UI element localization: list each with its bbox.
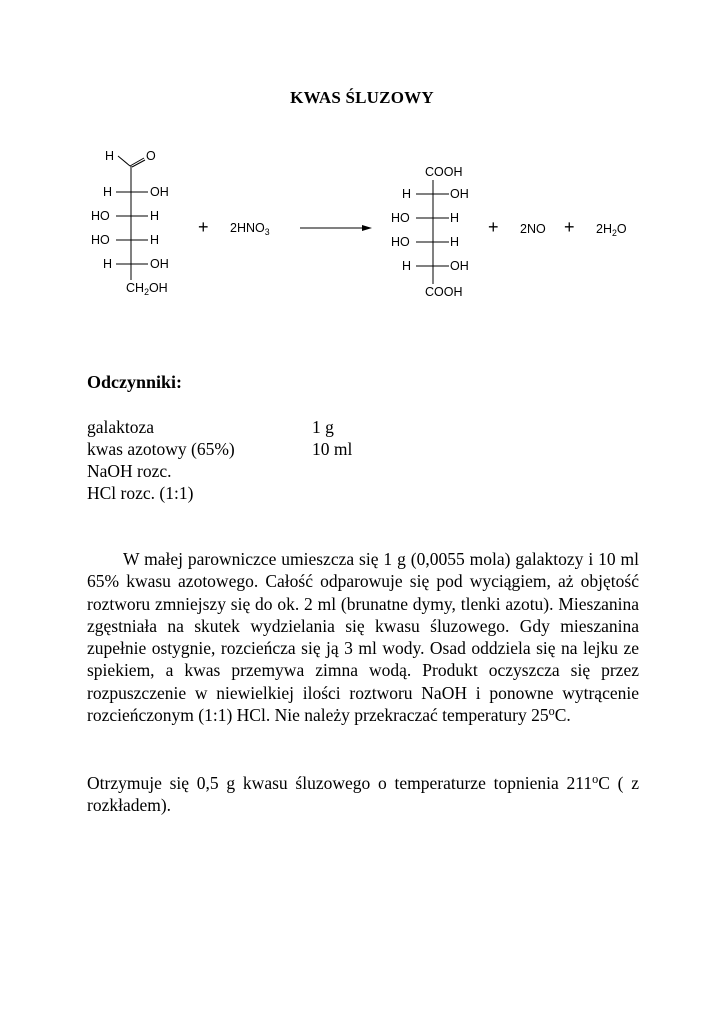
reagent-name: galaktoza (87, 417, 155, 437)
galactose-c5-right: OH (150, 257, 169, 271)
nitric-acid-reagent: $2HNO_3$ (230, 221, 270, 237)
galactose-c3-right: H (150, 209, 160, 223)
mucic-acid-c3-left: HO (391, 211, 410, 225)
procedure-paragraph: W małej parowniczce umieszcza się 1 g (0,0055 mola) galaktozy i 10 ml 65% kwasu azotowego. Całość odparowuje się pod wyciągiem, aż objętość roztworu zmniejszy się do ok. 2 ml (brunatne dymy, tlenki azotu). Mieszanina zgęstniała na skutek wydzielania się kwasu śluzowego. Gdy mieszanina zupełnie ostygnie, rozcieńcza się ją 3 ml wody. Osad oddziela się na lejku ze spiekiem, a kwas przemywa zimna wodą. Produkt oczyszcza się przez rozpuszczenie w niewielkiej ilości roztworu NaOH i ponowne wytrącenie rozcieńczonym (1:1) HCl. Nie należy przekraczać temperatury 25$^o$C. (87, 549, 639, 726)
galactose-c4-right: H (150, 233, 160, 247)
nitric-oxide-product: 2NO (520, 222, 546, 236)
reagent-row (87, 460, 352, 482)
reagent-row (87, 482, 352, 504)
mucic-acid-c5-left: H (402, 259, 412, 273)
reaction-scheme (0, 140, 724, 310)
water-product: $2H_2O$ (596, 222, 627, 238)
mucic-acid-c5-right: OH (450, 259, 469, 273)
mucic-acid-c3-right: H (450, 211, 460, 225)
result-paragraph: Otrzymuje się 0,5 g kwasu śluzowego o temperaturze topnienia 211$^o$C ( z rozkładem). (87, 772, 639, 816)
galactose-c4-left: HO (91, 233, 110, 247)
plus-sign-1: + (198, 217, 209, 237)
reagent-amount: 10 ml (312, 439, 353, 459)
galactose-c3-left: HO (91, 209, 110, 223)
mucic-acid-top-cooh: COOH (425, 165, 463, 179)
plus-sign-3: + (564, 217, 575, 237)
galactose-aldehyde-o: O (146, 149, 156, 163)
mucic-acid-c2-right: OH (450, 187, 469, 201)
galactose-c2-right: OH (150, 185, 169, 199)
mucic-acid-c4-left: HO (391, 235, 410, 249)
mucic-acid-c2-left: H (402, 187, 412, 201)
mucic-acid-bottom-cooh: COOH (425, 285, 463, 299)
reagent-row (87, 438, 352, 460)
reagent-amount: 1 g (312, 417, 334, 437)
reagents-heading: Odczynniki: (87, 372, 183, 392)
reagent-row (87, 416, 352, 438)
galactose-c2-left: H (103, 185, 113, 199)
reagent-name: kwas azotowy (65%) (87, 439, 235, 459)
reagents-list (87, 416, 352, 504)
mucic-acid-c4-right: H (450, 235, 460, 249)
plus-sign-2: + (488, 217, 499, 237)
reagent-name: NaOH rozc. (87, 461, 172, 481)
galactose-aldehyde-h: H (105, 149, 115, 163)
reagent-name: HCl rozc. (1:1) (87, 483, 194, 503)
galactose-ch2oh: $CH_2OH$ (126, 281, 168, 297)
galactose-c5-left: H (103, 257, 113, 271)
page-title: KWAS ŚLUZOWY (290, 88, 434, 107)
